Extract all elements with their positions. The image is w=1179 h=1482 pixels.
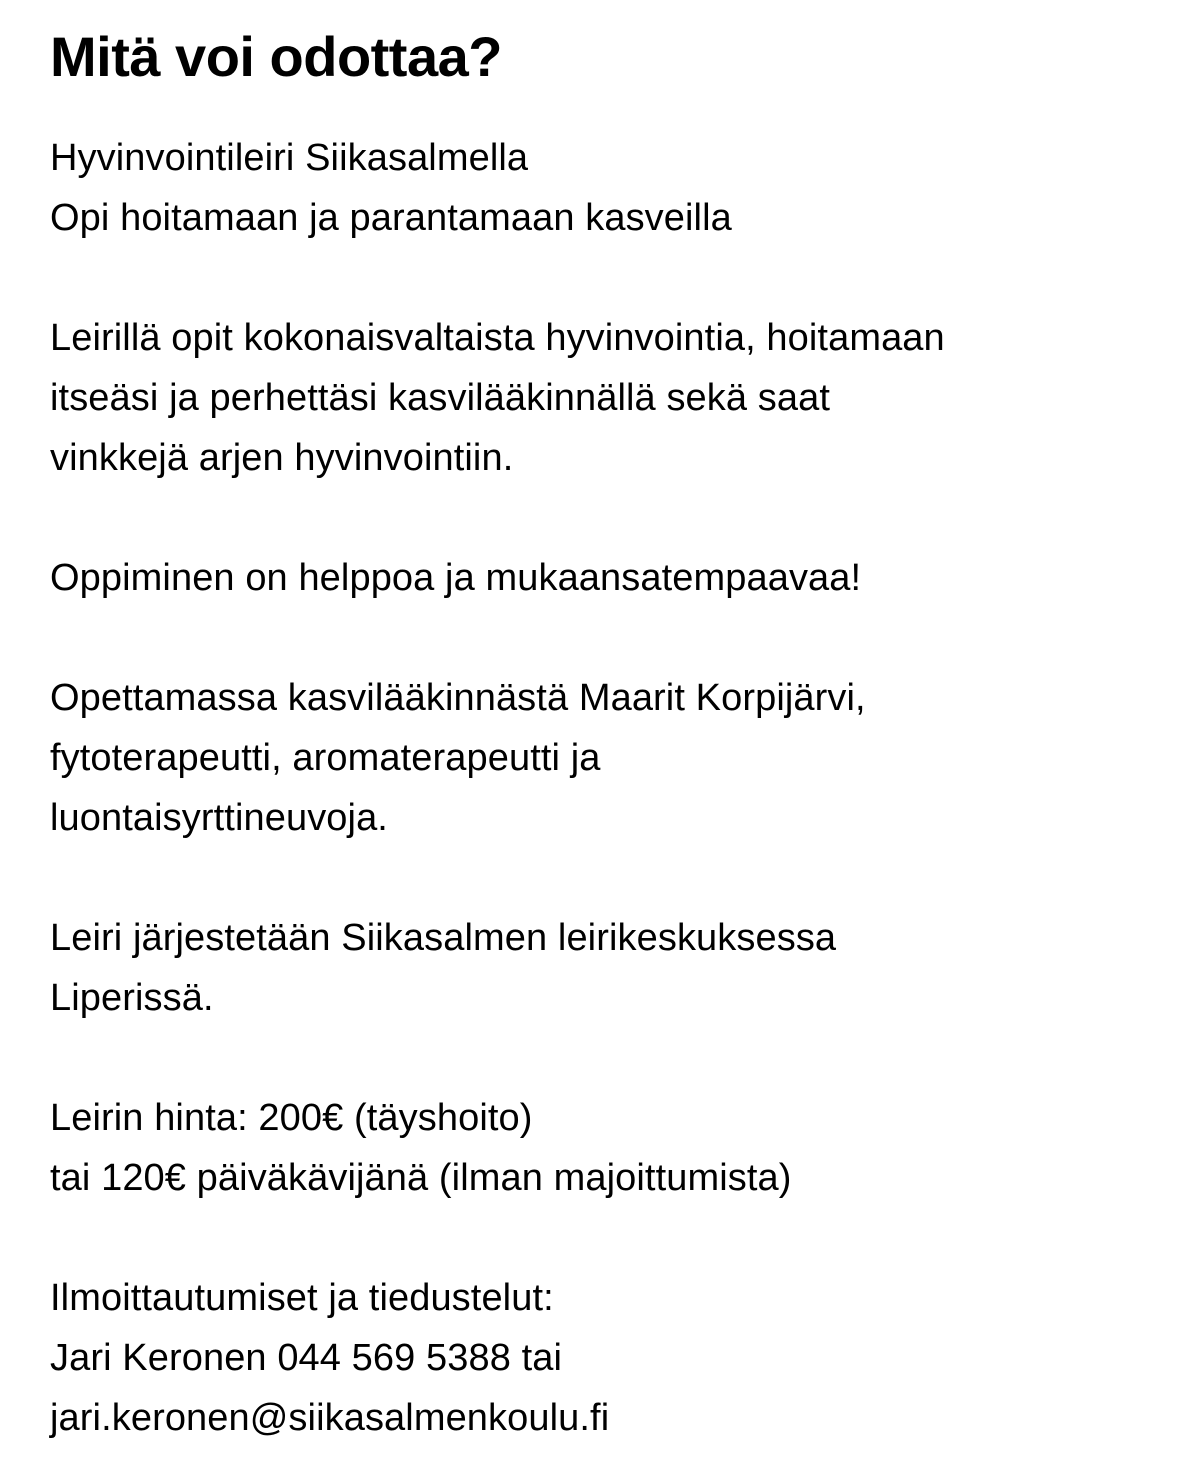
text-line: tai 120€ päiväkävijänä (ilman majoittumista) xyxy=(50,1157,792,1199)
contact-paragraph xyxy=(50,1268,1160,1448)
text-line: vinkkejä arjen hyvinvointiin. xyxy=(50,437,514,479)
learning-paragraph xyxy=(50,548,1160,608)
text-line: Opi hoitamaan ja parantamaan kasveilla xyxy=(50,197,732,239)
text-line: Liperissä. xyxy=(50,977,214,1019)
page-title: Mitä voi odottaa? xyxy=(50,25,502,88)
teacher-paragraph xyxy=(50,668,1160,848)
price-paragraph xyxy=(50,1088,1160,1208)
text-line: Leirillä opit kokonaisvaltaista hyvinvointia, hoitamaan xyxy=(50,317,945,359)
contact-phone: Jari Keronen 044 569 5388 tai xyxy=(50,1337,563,1379)
text-line: Ilmoittautumiset ja tiedustelut: xyxy=(50,1277,554,1319)
text-line: Oppiminen on helppoa ja mukaansatempaavaa! xyxy=(50,557,862,599)
text-line: Leirin hinta: 200€ (täyshoito) xyxy=(50,1097,533,1139)
text-line: Opettamassa kasvilääkinnästä Maarit Korpijärvi, xyxy=(50,677,866,719)
intro-paragraph xyxy=(50,128,1160,248)
description-paragraph xyxy=(50,308,1160,488)
document-content xyxy=(50,0,1160,1448)
text-line: fytoterapeutti, aromaterapeutti ja xyxy=(50,737,601,779)
body-text xyxy=(50,128,1160,1448)
contact-email: jari.keronen@siikasalmenkoulu.fi xyxy=(50,1397,610,1439)
text-line: itseäsi ja perhettäsi kasvilääkinnällä sekä saat xyxy=(50,377,830,419)
location-paragraph xyxy=(50,908,1160,1028)
text-line: Hyvinvointileiri Siikasalmella xyxy=(50,137,529,179)
text-line: luontaisyrttineuvoja. xyxy=(50,797,388,839)
text-line: Leiri järjestetään Siikasalmen leirikeskuksessa xyxy=(50,917,837,959)
